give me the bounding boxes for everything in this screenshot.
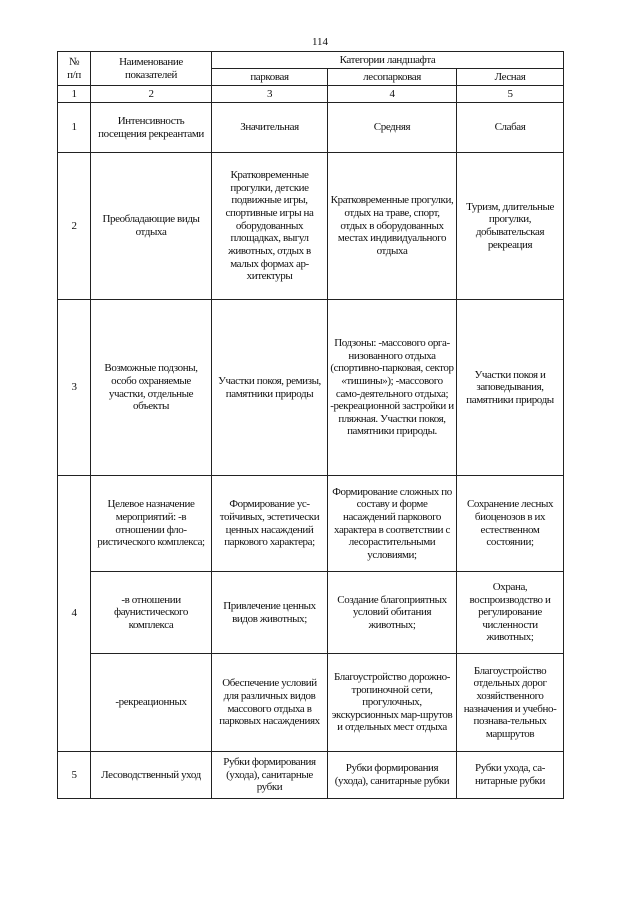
row-number: 1 bbox=[58, 103, 91, 153]
header-name-label: Наименование показателей bbox=[119, 55, 183, 81]
landscape-categories-table bbox=[57, 51, 564, 799]
cell-forestpark: Создание благоприятных условий обитания животных; bbox=[328, 572, 457, 654]
cell-forestpark: Рубки формирования (ухода), санитарные рубки bbox=[328, 752, 457, 799]
cell-park: Формирование ус-тойчивых, эстетически ценных насаждений паркового характера; bbox=[212, 476, 328, 572]
row-indicator: -рекреационных bbox=[91, 654, 212, 752]
table-row bbox=[58, 654, 564, 752]
column-number: 3 bbox=[212, 86, 328, 103]
cell-forest: Рубки ухода, са-нитарные рубки bbox=[457, 752, 564, 799]
row-number: 5 bbox=[58, 752, 91, 799]
table-row bbox=[58, 476, 564, 572]
row-number: 4 bbox=[58, 476, 91, 752]
cell-forest: Участки покоя и заповедывания, памятники природы bbox=[457, 300, 564, 476]
table-row bbox=[58, 572, 564, 654]
header-cat-forestpark: лесопарковая bbox=[328, 69, 457, 86]
cell-forest: Благоустройство отдельных дорог хозяйственного назначения и учебно-познава-тельных маршрутов bbox=[457, 654, 564, 752]
header-cat-park: парковая bbox=[212, 69, 328, 86]
row-indicator: Лесоводственный уход bbox=[91, 752, 212, 799]
cell-park: Значительная bbox=[212, 103, 328, 153]
cell-forest: Туризм, длительные прогулки, добывательская рекреация bbox=[457, 153, 564, 300]
cell-forest: Охрана, воспроизводство и регулирование численности животных; bbox=[457, 572, 564, 654]
cell-forestpark: Благоустройство дорожно-тропиночной сети, прогулочных, экскурсионных мар-шрутов и отдельных мест отдыха bbox=[328, 654, 457, 752]
header-group: Категории ландшафта bbox=[212, 52, 564, 69]
cell-park: Обеспечение условий для различных видов массового отдыха в парковых насаждениях bbox=[212, 654, 328, 752]
row-indicator: -в отношении фаунистического комплекса bbox=[91, 572, 212, 654]
row-indicator: Интенсивность посещения рекреантами bbox=[91, 103, 212, 153]
column-number: 1 bbox=[58, 86, 91, 103]
column-number: 4 bbox=[328, 86, 457, 103]
cell-park: Участки покоя, ремизы, памятники природы bbox=[212, 300, 328, 476]
header-name bbox=[91, 52, 212, 86]
cell-park: Рубки формирования (ухода), санитарные рубки bbox=[212, 752, 328, 799]
row-number: 3 bbox=[58, 300, 91, 476]
table-row bbox=[58, 300, 564, 476]
row-indicator: Преобладающие виды отдыха bbox=[91, 153, 212, 300]
table-row bbox=[58, 103, 564, 153]
cell-park: Кратковременные прогулки, детские подвижные игры, спортивные игры на оборудованных площадках, выгул животных, отдых в малых формах ар-хитектуры bbox=[212, 153, 328, 300]
row-indicator: Целевое назначение мероприятий: -в отношении фло-ристического комплекса; bbox=[91, 476, 212, 572]
header-num-label: № п/п bbox=[67, 55, 81, 81]
cell-forest: Слабая bbox=[457, 103, 564, 153]
column-number: 2 bbox=[91, 86, 212, 103]
table-row bbox=[58, 752, 564, 799]
cell-forestpark: Формирование сложных по составу и форме насаждений паркового характера в соответствии с лесорастительными условиями; bbox=[328, 476, 457, 572]
table-row bbox=[58, 153, 564, 300]
cell-forestpark: Подзоны: -массового орга-низованного отдыха (спортивно-парковая, сектор «тишины»); -массового само-деятельного отдыха; -рекреационной застройки и пляжная. Участки покоя, памятники природы. bbox=[328, 300, 457, 476]
cell-forestpark: Кратковременные прогулки, отдых на траве, спорт, отдых в оборудованных местах индивидуального отдыха bbox=[328, 153, 457, 300]
column-number: 5 bbox=[457, 86, 564, 103]
page-number: 114 bbox=[311, 36, 329, 48]
header-num bbox=[58, 52, 91, 86]
cell-forest: Сохранение лесных биоценозов в их естественном состоянии; bbox=[457, 476, 564, 572]
row-number: 2 bbox=[58, 153, 91, 300]
cell-park: Привлечение ценных видов животных; bbox=[212, 572, 328, 654]
cell-forestpark: Средняя bbox=[328, 103, 457, 153]
row-indicator: Возможные подзоны, особо охраняемые участки, отдельные объекты bbox=[91, 300, 212, 476]
header-cat-forest: Лесная bbox=[457, 69, 564, 86]
